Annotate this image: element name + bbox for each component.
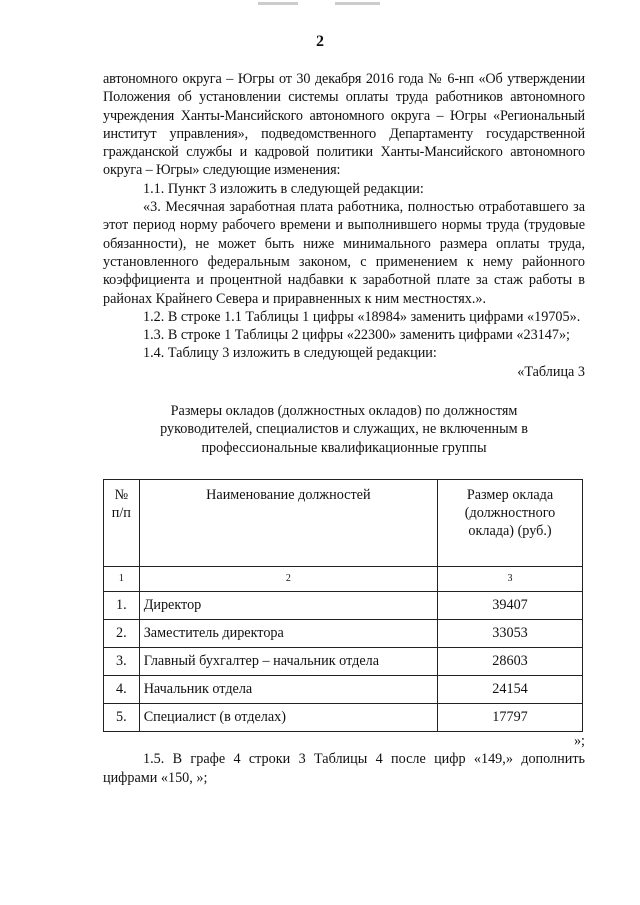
position-name: Специалист (в отделах) — [139, 703, 437, 731]
table-row — [104, 675, 583, 703]
header-salary: Размер оклада (должностного оклада) (руб.) — [438, 479, 583, 566]
salary-value: 24154 — [438, 675, 583, 703]
column-index: 3 — [438, 566, 583, 591]
item-1-2: 1.2. В строке 1.1 Таблицы 1 цифры «18984» заменить цифрами «19705». — [143, 308, 581, 325]
table-row — [104, 647, 583, 675]
position-name: Заместитель директора — [139, 619, 437, 647]
table-reference: «Таблица 3 — [517, 363, 585, 380]
table-row — [104, 591, 583, 619]
caption-line: профессиональные квалификационные группы — [201, 439, 487, 456]
salary-value: 28603 — [438, 647, 583, 675]
row-number: 1. — [104, 591, 140, 619]
position-name: Директор — [139, 591, 437, 619]
column-index: 2 — [139, 566, 437, 591]
row-number: 3. — [104, 647, 140, 675]
document-body — [103, 70, 585, 787]
item-1-4: 1.4. Таблицу 3 изложить в следующей редакции: — [143, 345, 437, 362]
column-index: 1 — [104, 566, 140, 591]
row-number: 2. — [104, 619, 140, 647]
table-row — [104, 619, 583, 647]
intro-paragraph: автономного округа – Югры от 30 декабря 2016 года № 6-нп «Об утверждении Положения об установлении системы оплаты труда работников автономного учреждения Ханты-Мансийского автономного округа – Югры «Региональный институт управления», подведомственного Департаменту государственной гражданской службы и кадровой политики Ханты-Мансийского автономного округа – Югры» следующие изменения: — [103, 71, 585, 179]
salary-value: 39407 — [438, 591, 583, 619]
row-number: 4. — [104, 675, 140, 703]
position-name: Главный бухгалтер – начальник отдела — [139, 647, 437, 675]
column-index-row — [104, 566, 583, 591]
salary-value: 33053 — [438, 619, 583, 647]
table-closing-quote: »; — [573, 732, 585, 749]
header-number: № п/п — [104, 479, 140, 566]
item-1-1-text: «3. Месячная заработная плата работника, полностью отработавшего за этот период норму рабочего времени и выполнившего нормы труда (трудовые обязанности), не может быть ниже минимального размера оплаты труда, установленного федеральным законом, с применением к нему районного коэффициента и процентной надбавки к заработной плате за стаж работы в районах Крайнего Севера и приравненных к ним местностях.». — [103, 199, 585, 307]
page-number: 2 — [316, 33, 324, 50]
salary-value: 17797 — [438, 703, 583, 731]
caption-line: руководителей, специалистов и служащих, не включенным в — [160, 421, 528, 438]
item-1-5: 1.5. В графе 4 строки 3 Таблицы 4 после цифр «149,» дополнить цифрами «150, »; — [103, 751, 585, 786]
table-caption — [103, 402, 585, 457]
item-1-3: 1.3. В строке 1 Таблицы 2 цифры «22300» заменить цифрами «23147»; — [143, 327, 570, 344]
salary-table — [103, 479, 583, 732]
position-name: Начальник отдела — [139, 675, 437, 703]
table-row — [104, 703, 583, 731]
header-position: Наименование должностей — [139, 479, 437, 566]
scan-artifact — [335, 2, 380, 5]
item-1-1: 1.1. Пункт 3 изложить в следующей редакции: — [143, 180, 424, 197]
table-header-row — [104, 479, 583, 566]
scan-artifact — [258, 2, 298, 5]
caption-line: Размеры окладов (должностных окладов) по должностям — [170, 403, 518, 420]
row-number: 5. — [104, 703, 140, 731]
